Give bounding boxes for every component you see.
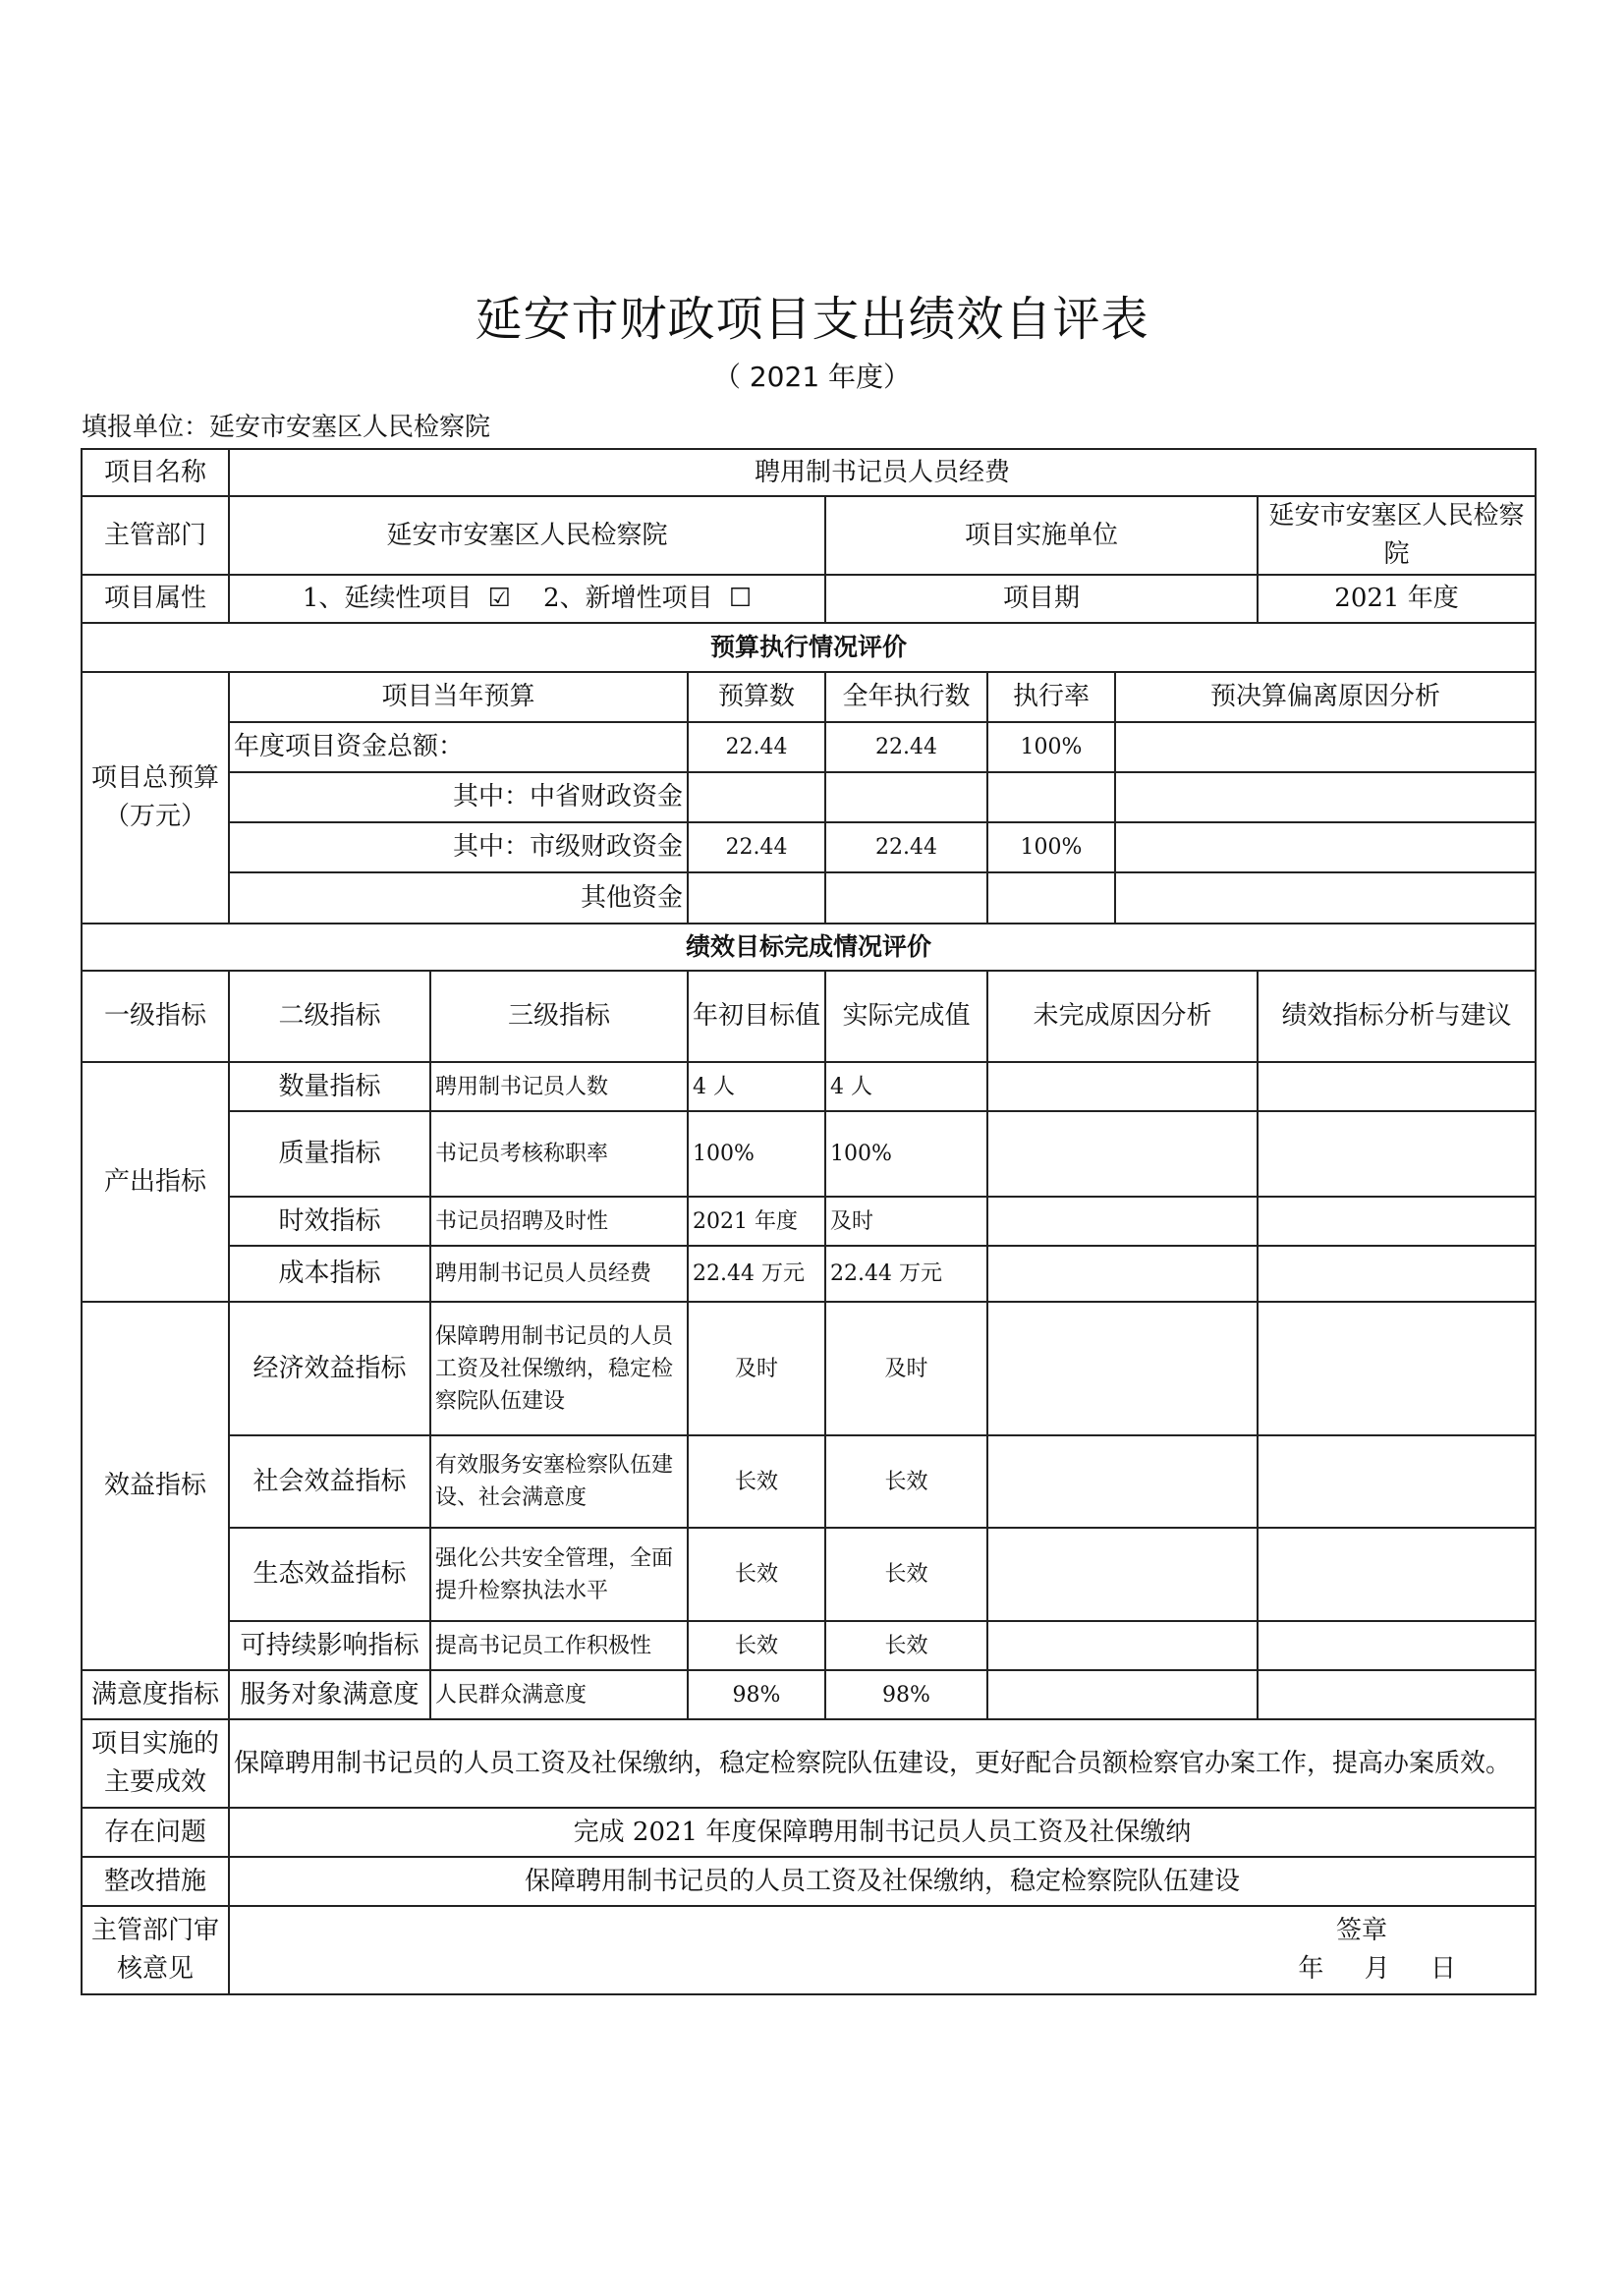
perf-l3: 提高书记员工作积极性	[430, 1621, 688, 1670]
perf-l2: 生态效益指标	[229, 1528, 430, 1621]
budget-row-label: 其他资金	[229, 872, 688, 924]
perf-l3: 保障聘用制书记员的人员工资及社保缴纳，稳定检察院队伍建设	[430, 1302, 688, 1435]
perf-actual: 及时	[825, 1302, 987, 1435]
perf-target: 98%	[688, 1670, 825, 1719]
budget-row	[82, 722, 1536, 772]
unchecked-checkbox-icon: ☐	[728, 584, 753, 613]
budget-row-rate: 100%	[988, 723, 1115, 771]
perf-reason	[987, 1435, 1258, 1528]
perf-advice	[1258, 1062, 1536, 1111]
budget-col-rate-note	[987, 672, 1536, 722]
satisfaction-indicator-label: 满意度指标	[82, 1670, 229, 1719]
output-indicator-label: 产出指标	[82, 1062, 229, 1302]
perf-actual: 100%	[825, 1111, 987, 1197]
budget-row-note	[1115, 823, 1535, 871]
perf-l2: 成本指标	[229, 1246, 430, 1302]
perf-reason	[987, 1062, 1258, 1111]
perf-target: 22.44 万元	[688, 1246, 825, 1302]
perf-row	[82, 1528, 1536, 1621]
review-row	[82, 1906, 1536, 1994]
perf-col-reason: 未完成原因分析	[987, 971, 1258, 1062]
benefit-indicator-label: 效益指标	[82, 1302, 229, 1670]
budget-row-budget: 22.44	[688, 822, 825, 872]
results-label: 项目实施的主要成效	[82, 1719, 229, 1808]
budget-col-rate: 执行率	[988, 673, 1115, 721]
measures-value: 保障聘用制书记员的人员工资及社保缴纳，稳定检察院队伍建设	[229, 1857, 1536, 1906]
perf-reason	[987, 1621, 1258, 1670]
seal-label: 签章	[1336, 1916, 1388, 1945]
perf-col-actual: 实际完成值	[825, 971, 987, 1062]
project-name-label: 项目名称	[82, 449, 229, 496]
budget-row-label: 其中：中省财政资金	[229, 772, 688, 822]
perf-target: 长效	[688, 1435, 825, 1528]
perf-advice	[1258, 1670, 1536, 1719]
budget-row-note	[1115, 723, 1535, 771]
perf-l3: 聘用制书记员人数	[430, 1062, 688, 1111]
budget-side-label	[82, 672, 229, 924]
perf-target: 4 人	[688, 1062, 825, 1111]
perf-row	[82, 1670, 1536, 1719]
perf-actual: 长效	[825, 1435, 987, 1528]
perf-advice	[1258, 1111, 1536, 1197]
budget-row-note	[1115, 773, 1535, 821]
attribute-value	[229, 575, 825, 623]
project-name-row	[82, 449, 1536, 496]
perf-row	[82, 1197, 1536, 1246]
page-title: 延安市财政项目支出绩效自评表	[475, 292, 1149, 347]
perf-row	[82, 1062, 1536, 1111]
perf-actual: 及时	[825, 1197, 987, 1246]
results-row	[82, 1719, 1536, 1808]
page-subtitle: （ 2021 年度）	[712, 361, 912, 393]
project-name-value: 聘用制书记员人员经费	[229, 449, 1536, 496]
perf-section-title: 绩效目标完成情况评价	[82, 924, 1536, 971]
problems-label: 存在问题	[82, 1808, 229, 1857]
perf-actual: 98%	[825, 1670, 987, 1719]
perf-l2: 服务对象满意度	[229, 1670, 430, 1719]
perf-advice	[1258, 1621, 1536, 1670]
budget-row-rate-note	[987, 772, 1536, 822]
perf-reason	[987, 1197, 1258, 1246]
perf-reason	[987, 1670, 1258, 1719]
perf-advice	[1258, 1197, 1536, 1246]
perf-l2: 可持续影响指标	[229, 1621, 430, 1670]
perf-l2: 数量指标	[229, 1062, 430, 1111]
evaluation-form-table	[81, 448, 1537, 1995]
perf-reason	[987, 1246, 1258, 1302]
perf-col-l3: 三级指标	[430, 971, 688, 1062]
perf-target: 2021 年度	[688, 1197, 825, 1246]
measures-label: 整改措施	[82, 1857, 229, 1906]
department-row	[82, 496, 1536, 575]
budget-row-rate	[988, 773, 1115, 821]
budget-row-rate-note	[987, 822, 1536, 872]
attribute-option-new: 2、新增性项目	[543, 584, 713, 613]
impl-unit-label: 项目实施单位	[825, 496, 1258, 575]
budget-section-row	[82, 623, 1536, 672]
perf-l3: 书记员招聘及时性	[430, 1197, 688, 1246]
filling-unit: 填报单位：延安市安塞区人民检察院	[82, 413, 491, 442]
budget-col-actual: 全年执行数	[825, 672, 987, 722]
attribute-option-continuing: 1、延续性项目	[302, 584, 473, 613]
perf-col-target: 年初目标值	[688, 971, 825, 1062]
perf-advice	[1258, 1435, 1536, 1528]
problems-row	[82, 1808, 1536, 1857]
attribute-row	[82, 575, 1536, 623]
budget-section-title: 预算执行情况评价	[82, 623, 1536, 672]
perf-col-l1: 一级指标	[82, 971, 229, 1062]
perf-l2: 质量指标	[229, 1111, 430, 1197]
perf-l3: 人民群众满意度	[430, 1670, 688, 1719]
perf-reason	[987, 1302, 1258, 1435]
perf-advice	[1258, 1302, 1536, 1435]
budget-row-rate	[988, 873, 1115, 923]
perf-l2: 时效指标	[229, 1197, 430, 1246]
budget-side-label-line1: 项目总预算	[90, 763, 219, 793]
review-label: 主管部门审核意见	[82, 1906, 229, 1994]
perf-actual: 长效	[825, 1528, 987, 1621]
period-value: 2021 年度	[1258, 575, 1536, 623]
perf-row	[82, 1302, 1536, 1435]
perf-section-row	[82, 924, 1536, 971]
perf-l2: 经济效益指标	[229, 1302, 430, 1435]
perf-l3: 有效服务安塞检察队伍建设、社会满意度	[430, 1435, 688, 1528]
perf-target: 100%	[688, 1111, 825, 1197]
measures-row	[82, 1857, 1536, 1906]
perf-target: 及时	[688, 1302, 825, 1435]
perf-l2: 社会效益指标	[229, 1435, 430, 1528]
budget-header-row	[82, 672, 1536, 722]
perf-row	[82, 1246, 1536, 1302]
budget-row	[82, 772, 1536, 822]
perf-l3: 聘用制书记员人员经费	[430, 1246, 688, 1302]
budget-row-actual	[825, 772, 987, 822]
budget-row-actual: 22.44	[825, 722, 987, 772]
budget-row-actual	[825, 872, 987, 924]
perf-row	[82, 1621, 1536, 1670]
budget-row-budget	[688, 872, 825, 924]
perf-header-row	[82, 971, 1536, 1062]
budget-row	[82, 872, 1536, 924]
attribute-label: 项目属性	[82, 575, 229, 623]
perf-row	[82, 1111, 1536, 1197]
perf-actual: 长效	[825, 1621, 987, 1670]
perf-actual: 22.44 万元	[825, 1246, 987, 1302]
budget-row-label: 年度项目资金总额：	[229, 722, 688, 772]
budget-row-rate-note	[987, 872, 1536, 924]
perf-col-l2: 二级指标	[229, 971, 430, 1062]
department-value: 延安市安塞区人民检察院	[229, 496, 825, 575]
perf-reason	[987, 1111, 1258, 1197]
budget-side-label-line2: （万元）	[103, 802, 206, 831]
date-label: 年 月 日	[1298, 1954, 1457, 1984]
budget-row-note	[1115, 873, 1535, 923]
perf-l3: 书记员考核称职率	[430, 1111, 688, 1197]
perf-reason	[987, 1528, 1258, 1621]
budget-col-note: 预决算偏离原因分析	[1210, 682, 1441, 711]
budget-row-label: 其中：市级财政资金	[229, 822, 688, 872]
perf-target: 长效	[688, 1621, 825, 1670]
budget-row-rate-note	[987, 722, 1536, 772]
budget-row-budget: 22.44	[688, 722, 825, 772]
impl-unit-value: 延安市安塞区人民检察院	[1258, 496, 1536, 575]
problems-value: 完成 2021 年度保障聘用制书记员人员工资及社保缴纳	[229, 1808, 1536, 1857]
review-value	[229, 1906, 1536, 1994]
budget-col-budget: 预算数	[688, 672, 825, 722]
perf-target: 长效	[688, 1528, 825, 1621]
period-label: 项目期	[825, 575, 1258, 623]
budget-row-actual: 22.44	[825, 822, 987, 872]
perf-advice	[1258, 1528, 1536, 1621]
checked-checkbox-icon: ☑	[487, 584, 511, 613]
budget-row-rate: 100%	[988, 823, 1115, 871]
perf-actual: 4 人	[825, 1062, 987, 1111]
perf-advice	[1258, 1246, 1536, 1302]
budget-col-item: 项目当年预算	[229, 672, 688, 722]
department-label: 主管部门	[82, 496, 229, 575]
perf-row	[82, 1435, 1536, 1528]
perf-l3: 强化公共安全管理，全面提升检察执法水平	[430, 1528, 688, 1621]
budget-row-budget	[688, 772, 825, 822]
perf-col-advice: 绩效指标分析与建议	[1258, 971, 1536, 1062]
results-value: 保障聘用制书记员的人员工资及社保缴纳，稳定检察院队伍建设，更好配合员额检察官办案工作，提高办案质效。	[229, 1719, 1536, 1808]
budget-row	[82, 822, 1536, 872]
